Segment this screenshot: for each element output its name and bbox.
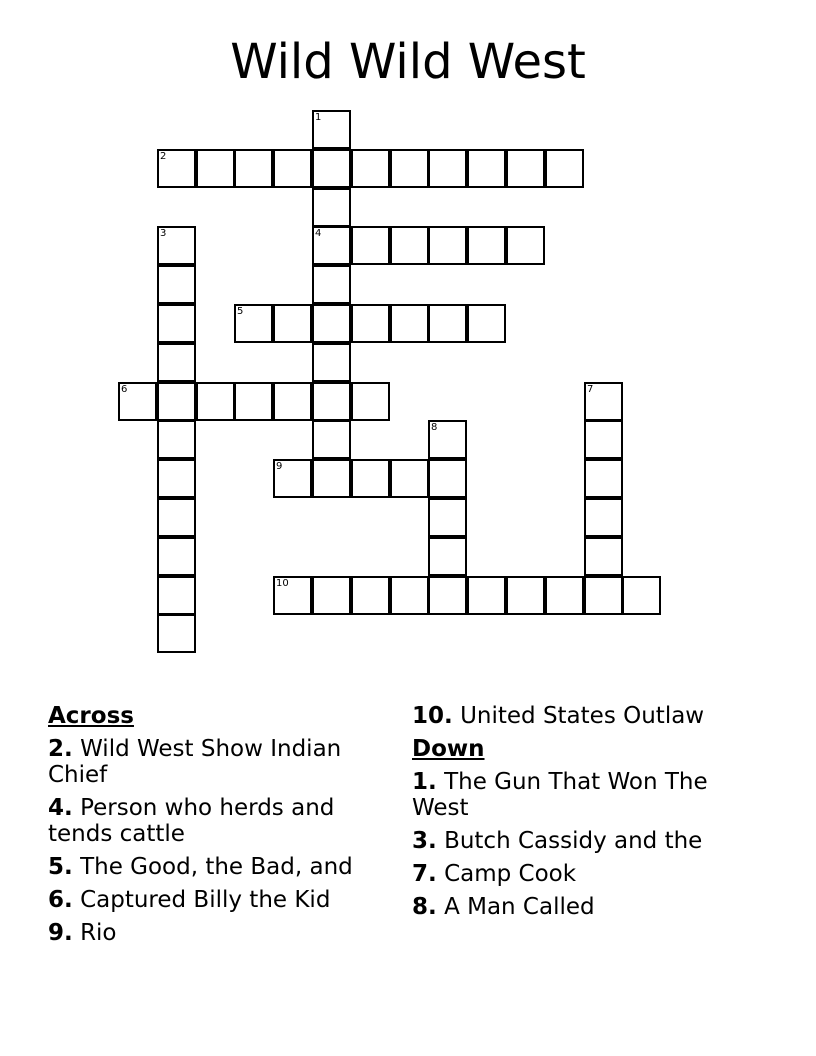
grid-cell[interactable] [273,304,312,343]
grid-cell[interactable] [390,459,429,498]
grid-cell[interactable] [312,382,351,421]
clue-number: 2. [48,736,73,762]
grid-cell[interactable] [273,382,312,421]
grid-cell[interactable] [428,498,467,537]
grid-cell[interactable] [584,537,623,576]
grid-cell[interactable] [157,343,196,382]
clue-number-label: 4 [315,228,322,239]
grid-cell[interactable] [312,265,351,304]
grid-cell[interactable] [157,576,196,615]
grid-cell[interactable] [312,226,351,265]
clue-across-10 [412,703,757,729]
grid-cell[interactable] [390,226,429,265]
grid-cell[interactable] [157,459,196,498]
grid-cell[interactable] [118,382,157,421]
grid-cell[interactable] [312,343,351,382]
puzzle-title: Wild Wild West [230,34,586,90]
grid-cell[interactable] [234,149,273,188]
clue-across-6 [48,887,393,913]
grid-cell[interactable] [390,576,429,615]
grid-cell[interactable] [351,382,390,421]
clue-text: Camp Cook [444,861,577,887]
grid-cell[interactable] [545,149,584,188]
grid-cell[interactable] [312,420,351,459]
grid-cell[interactable] [351,576,390,615]
grid-cell[interactable] [545,576,584,615]
clue-text: The Gun That Won The West [412,769,708,821]
clue-text: Wild West Show Indian Chief [48,736,342,788]
grid-cell[interactable] [157,149,196,188]
clue-number: 5. [48,854,73,880]
clue-down-1 [412,769,757,821]
clue-number-label: 3 [160,228,167,239]
clue-number: 6. [48,887,73,913]
grid-cell[interactable] [506,576,545,615]
grid-cell[interactable] [273,149,312,188]
clue-down-7 [412,861,757,887]
clue-text: A Man Called [444,894,595,920]
clue-across-4 [48,795,393,847]
clue-number: 10. [412,703,453,729]
clue-text: Person who herds and tends cattle [48,795,335,847]
clue-down-8 [412,894,757,920]
grid-cell[interactable] [312,188,351,227]
grid-cell[interactable] [157,537,196,576]
grid-cell[interactable] [467,226,506,265]
grid-cell[interactable] [428,576,467,615]
across-heading: Across [48,703,134,729]
grid-cell[interactable] [273,459,312,498]
clue-number-label: 10 [276,578,289,589]
grid-cell[interactable] [622,576,661,615]
clue-number: 3. [412,828,437,854]
grid-cell[interactable] [390,149,429,188]
clue-across-9 [48,920,393,946]
clue-text: Captured Billy the Kid [80,887,331,913]
grid-cell[interactable] [234,304,273,343]
grid-cell[interactable] [157,382,196,421]
grid-cell[interactable] [428,537,467,576]
grid-cell[interactable] [157,614,196,653]
clue-text: The Good, the Bad, and [80,854,353,880]
grid-cell[interactable] [428,459,467,498]
grid-cell[interactable] [428,304,467,343]
clue-number: 4. [48,795,73,821]
clue-across-2 [48,736,393,788]
clue-across-5 [48,854,393,880]
grid-cell[interactable] [584,576,623,615]
clue-number-label: 6 [121,384,128,395]
grid-cell[interactable] [584,498,623,537]
clues-column-right [412,703,757,927]
down-heading: Down [412,736,485,762]
clue-number-label: 7 [587,384,594,395]
grid-cell[interactable] [157,304,196,343]
grid-cell[interactable] [351,459,390,498]
grid-cell[interactable] [584,382,623,421]
grid-cell[interactable] [234,382,273,421]
grid-cell[interactable] [312,459,351,498]
grid-cell[interactable] [196,382,235,421]
clue-number-label: 2 [160,151,167,162]
clues-column-left [48,703,393,953]
grid-cell[interactable] [467,304,506,343]
grid-cell[interactable] [157,420,196,459]
clue-number-label: 1 [315,112,322,123]
grid-cell[interactable] [157,265,196,304]
clue-text: Butch Cassidy and the [444,828,703,854]
grid-cell[interactable] [351,149,390,188]
grid-cell[interactable] [467,576,506,615]
grid-cell[interactable] [312,304,351,343]
grid-cell[interactable] [351,226,390,265]
clue-number-label: 9 [276,461,283,472]
grid-cell[interactable] [428,226,467,265]
grid-cell[interactable] [312,110,351,149]
grid-cell[interactable] [584,420,623,459]
clue-number: 7. [412,861,437,887]
clue-number-label: 5 [237,306,244,317]
grid-cell[interactable] [390,304,429,343]
grid-cell[interactable] [351,304,390,343]
grid-cell[interactable] [157,226,196,265]
clue-down-3 [412,828,757,854]
grid-cell[interactable] [428,149,467,188]
grid-cell[interactable] [196,149,235,188]
grid-cell[interactable] [467,149,506,188]
grid-cell[interactable] [506,226,545,265]
grid-cell[interactable] [506,149,545,188]
clue-number-label: 8 [431,422,438,433]
grid-cell[interactable] [428,420,467,459]
clue-text: Rio [80,920,117,946]
clue-number: 1. [412,769,437,795]
grid-cell[interactable] [157,498,196,537]
clue-text: United States Outlaw [460,703,705,729]
grid-cell[interactable] [312,149,351,188]
clue-number: 9. [48,920,73,946]
grid-cell[interactable] [312,576,351,615]
grid-cell[interactable] [584,459,623,498]
clue-number: 8. [412,894,437,920]
grid-cell[interactable] [273,576,312,615]
